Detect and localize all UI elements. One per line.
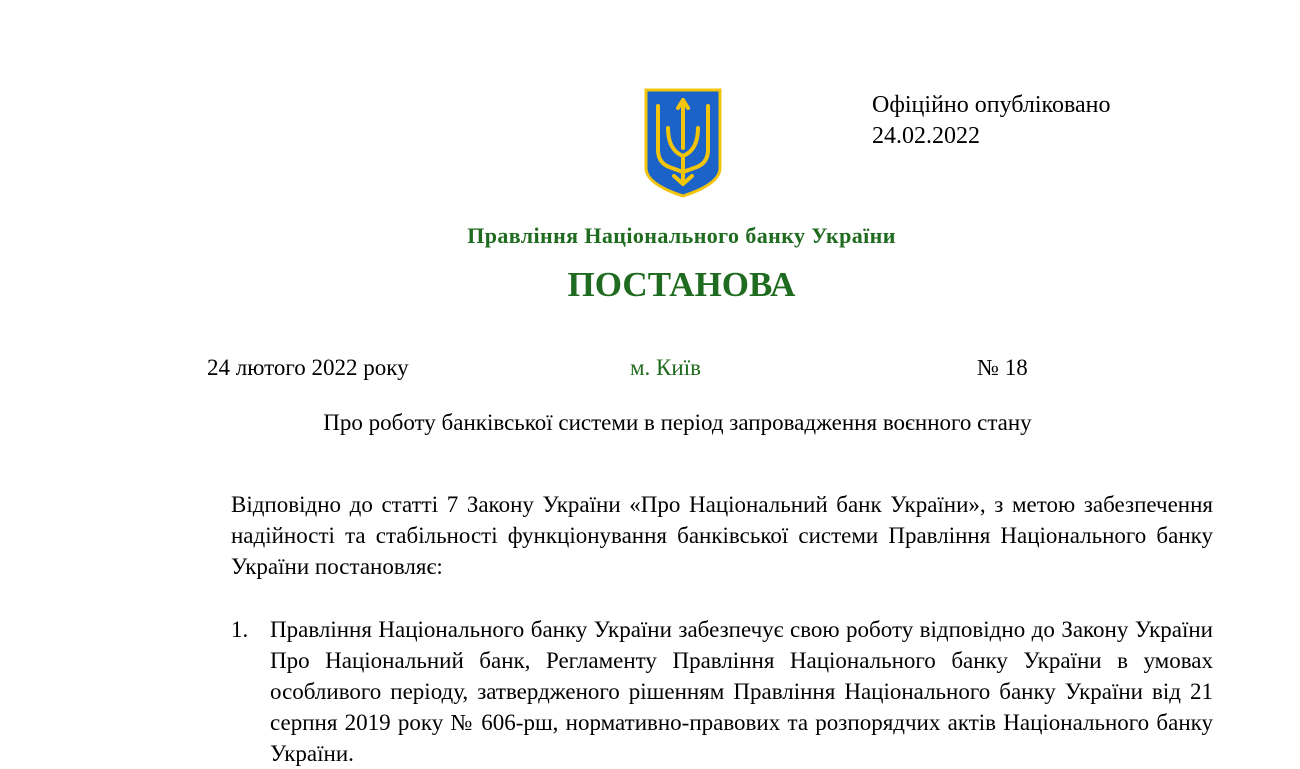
publication-note — [872, 90, 1111, 152]
issuing-authority: Правління Національного банку України — [467, 223, 896, 248]
clause-text: Правління Національного банку України забезпечує свою роботу відповідно до Закону України Про Національний банк, Регламенту Правління Національного банку України в умовах особливого періоду, затвердженого рішенням Правління Національного банку України від 21 серпня 2019 року № 606-рш, нормативно-правових та розпорядчих актів Національного банку України. — [270, 617, 1213, 766]
document-type-title: ПОСТАНОВА — [567, 265, 796, 304]
published-date: 24.02.2022 — [872, 123, 980, 149]
clause-number: 1. — [231, 617, 249, 642]
preamble-paragraph: Відповідно до статті 7 Закону України «Про Національний банк України», з метою забезпечення надійності та стабільності функціонування банківської системи Правління Національного банку України постановляє: — [231, 492, 1213, 579]
published-label: Офіційно опубліковано — [872, 92, 1111, 118]
document-number: № 18 — [977, 355, 1028, 380]
document-city: м. Київ — [630, 355, 701, 380]
document-subject: Про роботу банківської системи в період запровадження воєнного стану — [323, 410, 1032, 435]
ukraine-emblem-icon — [644, 88, 722, 198]
document-date: 24 лютого 2022 року — [207, 355, 409, 380]
clause-item — [231, 614, 1213, 769]
